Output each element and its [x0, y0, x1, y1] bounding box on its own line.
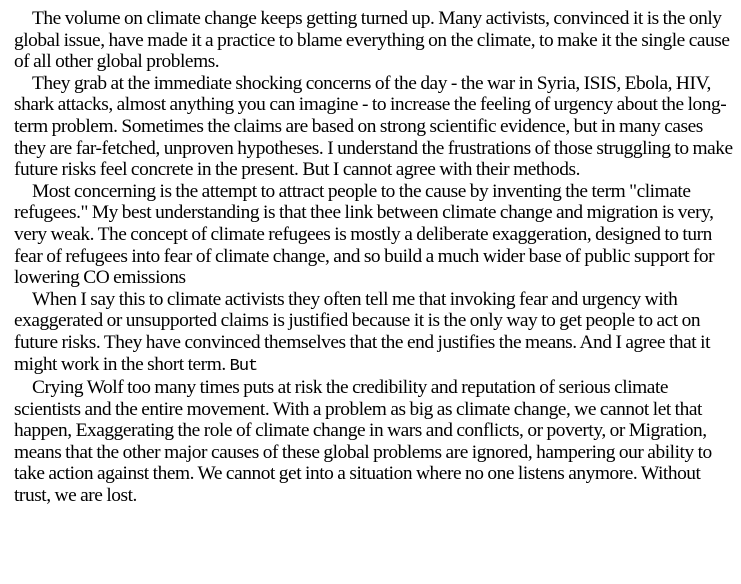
paragraph-4-trailing-word: But — [229, 356, 258, 376]
paragraph-3-quoted-term: "climate refugees." — [14, 180, 691, 224]
paragraph-3-text-after: My best understanding is that thee link between climate change and migration is very, very weak. The concept of climate refugees is mostly a deliberate exaggeration, designed to turn fear of refugees into fear of climate change, and so build a much wider base of public support for lowering CO emissions — [14, 202, 715, 289]
paragraph-3-text-before: Most concerning is the attempt to attract people to the cause by inventing the term — [32, 180, 630, 202]
paragraph-5 — [14, 377, 738, 507]
paragraph-1 — [14, 8, 738, 73]
paragraph-3 — [14, 181, 738, 289]
document-body — [14, 8, 738, 507]
paragraph-5-text: Crying Wolf too many times puts at risk the credibility and reputation of serious climate scientists and the entire movement. With a problem as big as climate change, we cannot let that happen, Exaggerating the role of climate change in wars and conflicts, or poverty, or Migration, means that the other major causes of these global problems are ignored, hampering our ability to take action against them. We cannot get into a situation where no one listens anymore. Without trust, we are lost. — [14, 377, 712, 507]
paragraph-1-text: The volume on climate change keeps getting turned up. Many activists, convinced it is the only global issue, have made it a practice to blame everything on the climate, to make it the single cause of all other global problems. — [14, 8, 730, 73]
paragraph-2-text: They grab at the immediate shocking concerns of the day - the war in Syria, ISIS, Ebola, HIV, shark attacks, almost anything you can imagine - to increase the feeling of urgency about the long-term problem. Sometimes the claims are based on strong scientific evidence, but in many cases they are far-fetched, unproven hypotheses. I understand the frustrations of those struggling to make future risks feel concrete in the present. But I cannot agree with their methods. — [14, 72, 733, 181]
paragraph-4-text: When I say this to climate activists they often tell me that invoking fear and urgency with exaggerated or unsupported claims is justified because it is the only way to get people to act on future risks. They have convinced themselves that the end justifies the means. And I agree that it might work in the short term. — [14, 288, 711, 375]
paragraph-2 — [14, 73, 738, 181]
paragraph-4 — [14, 289, 738, 377]
